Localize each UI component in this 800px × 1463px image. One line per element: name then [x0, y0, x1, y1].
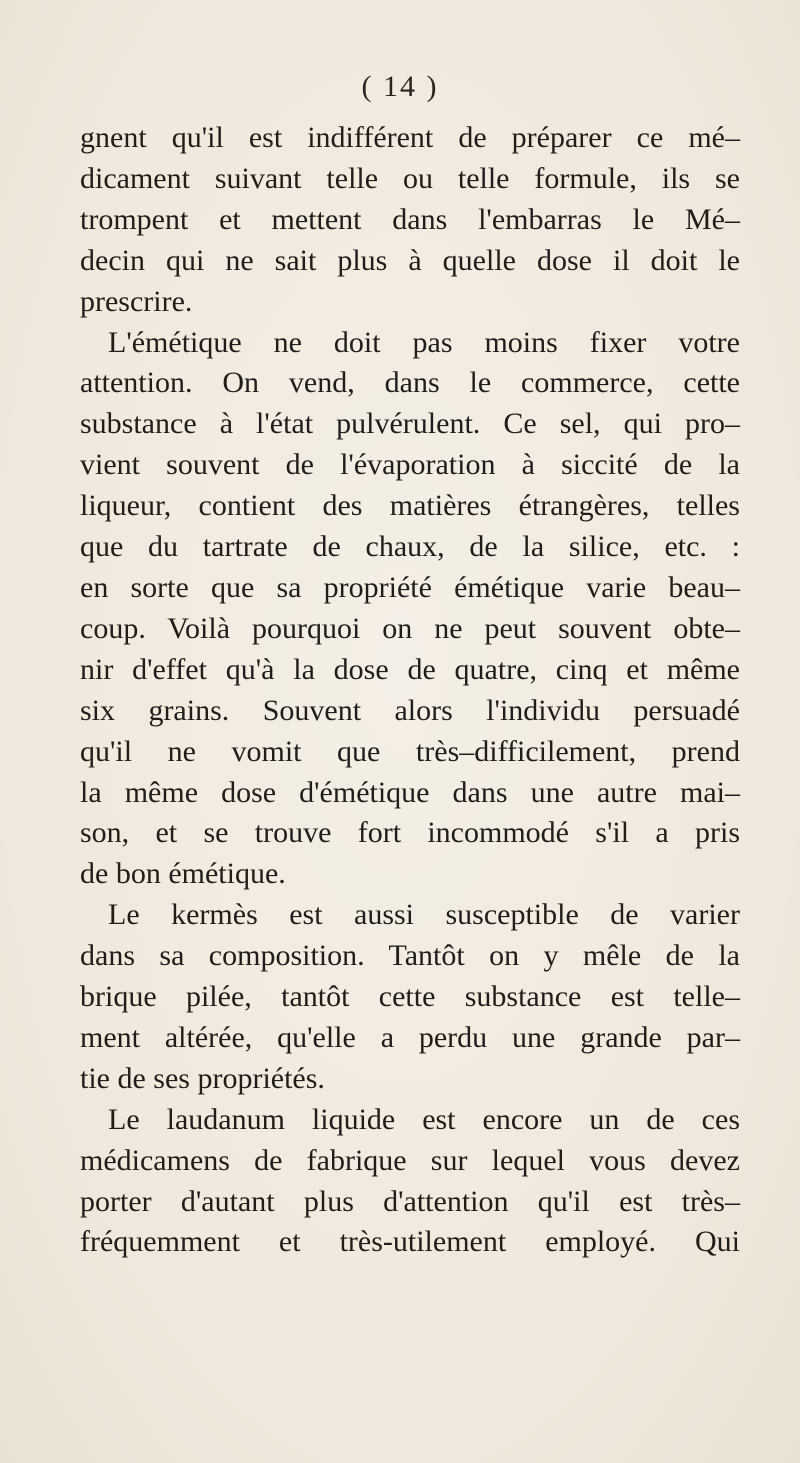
- text-line: gnent qu'il est indifférent de préparer ce mé–: [80, 121, 740, 154]
- page-number: ( 14 ): [361, 70, 439, 103]
- text-line: que du tartrate de chaux, de la silice, etc. :: [80, 530, 740, 564]
- text-line: substance à l'état pulvérulent. Ce sel, qui pro–: [80, 407, 740, 441]
- text-line: brique pilée, tantôt cette substance est telle–: [80, 980, 740, 1014]
- text-line: liqueur, contient des matières étrangères, telles: [80, 489, 740, 523]
- text-line: decin qui ne sait plus à quelle dose il doit le: [80, 243, 740, 277]
- text-line: vient souvent de l'évaporation à siccité de la: [80, 448, 740, 482]
- text-line: qu'il ne vomit que très–difficilement, prend: [80, 734, 740, 768]
- text-line: en sorte que sa propriété émétique varie beau–: [80, 570, 740, 604]
- text-line: six grains. Souvent alors l'individu persuadé: [80, 693, 740, 727]
- text-line: ment altérée, qu'elle a perdu une grande par–: [80, 1020, 740, 1054]
- text-line: fréquemment et très-utilement employé. Qui: [80, 1225, 740, 1259]
- text-line: son, et se trouve fort incommodé s'il a pris: [80, 816, 740, 850]
- text-line: dans sa composition. Tantôt on y mêle de la: [80, 939, 740, 973]
- text-line: nir d'effet qu'à la dose de quatre, cinq et même: [80, 652, 740, 686]
- text-line: attention. On vend, dans le commerce, cette: [80, 366, 740, 400]
- text-line: L'émétique ne doit pas moins fixer votre: [108, 325, 740, 359]
- text-line: porter d'autant plus d'attention qu'il est très–: [80, 1184, 740, 1218]
- body-text: [80, 118, 740, 1263]
- text-line: prescrire.: [80, 284, 193, 318]
- text-line: médicamens de fabrique sur lequel vous devez: [80, 1143, 740, 1177]
- text-line: dicament suivant telle ou telle formule, ils se: [80, 161, 740, 195]
- text-line: Le kermès est aussi susceptible de varier: [108, 898, 740, 932]
- text-line: Le laudanum liquide est encore un de ces: [108, 1102, 740, 1136]
- text-line: tie de ses propriétés.: [80, 1061, 325, 1095]
- text-line: la même dose d'émétique dans une autre mai–: [80, 775, 740, 809]
- text-line: trompent et mettent dans l'embarras le Mé–: [80, 202, 740, 236]
- text-line: coup. Voilà pourquoi on ne peut souvent obte–: [80, 611, 740, 645]
- text-line: de bon émétique.: [80, 857, 286, 891]
